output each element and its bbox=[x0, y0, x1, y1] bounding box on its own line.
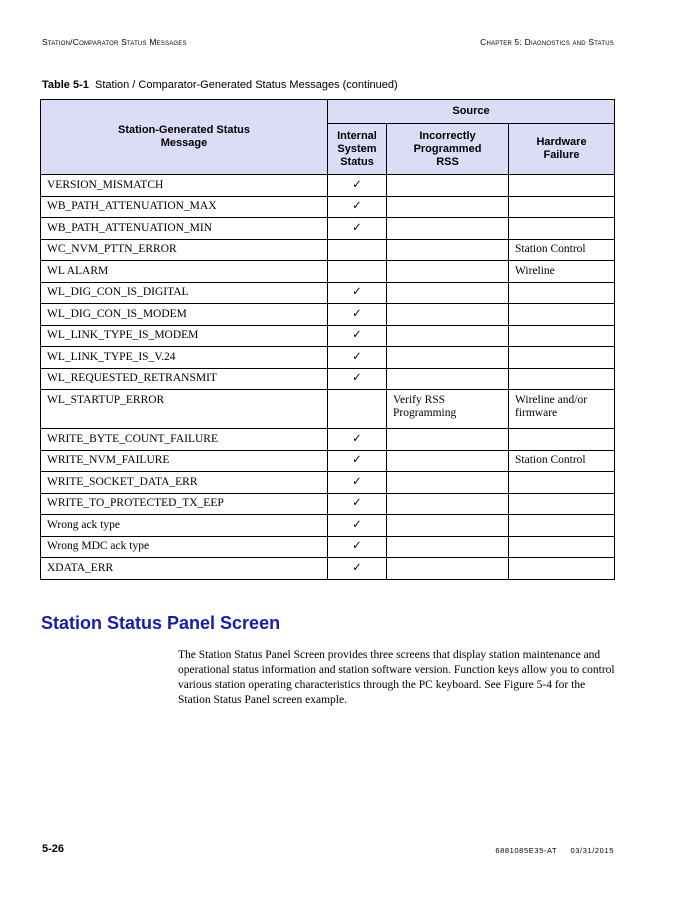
cell-message: XDATA_ERR bbox=[41, 558, 328, 580]
table-row bbox=[41, 429, 615, 451]
cell-rss bbox=[387, 472, 509, 494]
table-caption bbox=[42, 79, 398, 91]
table-row bbox=[41, 390, 615, 429]
cell-hardware bbox=[509, 472, 615, 494]
cell-hardware bbox=[509, 304, 615, 326]
cell-rss bbox=[387, 429, 509, 451]
header-internal-system-status: Internal System Status bbox=[328, 124, 387, 175]
cell-rss bbox=[387, 347, 509, 369]
cell-message: WL_REQUESTED_RETRANSMIT bbox=[41, 368, 328, 390]
cell-message: VERSION_MISMATCH bbox=[41, 175, 328, 197]
cell-internal-status bbox=[328, 390, 387, 429]
cell-hardware: Wireline bbox=[509, 261, 615, 283]
cell-rss bbox=[387, 196, 509, 218]
cell-internal-status: ✓ bbox=[328, 218, 387, 240]
cell-message: WL_DIG_CON_IS_DIGITAL bbox=[41, 282, 328, 304]
cell-rss bbox=[387, 493, 509, 515]
table-row bbox=[41, 472, 615, 494]
header-status-message: Station-Generated Status Message bbox=[41, 100, 328, 175]
table-caption-text: Station / Comparator-Generated Status Messages (continued) bbox=[95, 79, 398, 91]
table-row bbox=[41, 493, 615, 515]
table-row bbox=[41, 239, 615, 261]
table-row bbox=[41, 558, 615, 580]
cell-hardware bbox=[509, 368, 615, 390]
table-body bbox=[41, 175, 615, 580]
cell-rss bbox=[387, 368, 509, 390]
running-header-right: Chapter 5: Diagnostics and Status bbox=[480, 37, 614, 47]
cell-internal-status: ✓ bbox=[328, 536, 387, 558]
cell-internal-status: ✓ bbox=[328, 558, 387, 580]
running-header-left: Station/Comparator Status Messages bbox=[42, 37, 187, 47]
cell-hardware bbox=[509, 196, 615, 218]
table-row bbox=[41, 261, 615, 283]
cell-rss bbox=[387, 261, 509, 283]
cell-internal-status: ✓ bbox=[328, 175, 387, 197]
table-row bbox=[41, 175, 615, 197]
cell-internal-status: ✓ bbox=[328, 282, 387, 304]
section-title: Station Status Panel Screen bbox=[41, 613, 281, 633]
table-row bbox=[41, 304, 615, 326]
cell-message: WRITE_NVM_FAILURE bbox=[41, 450, 328, 472]
cell-message: WRITE_TO_PROTECTED_TX_EEP bbox=[41, 493, 328, 515]
table-row bbox=[41, 450, 615, 472]
cell-hardware bbox=[509, 536, 615, 558]
table-row bbox=[41, 347, 615, 369]
table-caption-label: Table 5-1 bbox=[42, 79, 89, 91]
cell-internal-status: ✓ bbox=[328, 196, 387, 218]
cell-rss bbox=[387, 536, 509, 558]
cell-internal-status: ✓ bbox=[328, 450, 387, 472]
cell-message: Wrong ack type bbox=[41, 515, 328, 537]
cell-rss: Verify RSS Programming bbox=[387, 390, 509, 429]
cell-rss bbox=[387, 218, 509, 240]
cell-hardware: Wireline and/or firmware bbox=[509, 390, 615, 429]
table-row bbox=[41, 515, 615, 537]
cell-rss bbox=[387, 325, 509, 347]
cell-hardware bbox=[509, 515, 615, 537]
cell-internal-status bbox=[328, 261, 387, 283]
section-body: The Station Status Panel Screen provides three screens that display station maintenance and operational status information and station software version. Function keys allow you to control various station operating characteristics through the PC keyboard. See Figure 5-4 for the Station Status Panel screen example. bbox=[178, 649, 615, 706]
page-number: 5-26 bbox=[42, 843, 65, 855]
cell-hardware bbox=[509, 493, 615, 515]
table-row bbox=[41, 325, 615, 347]
header-hardware-failure: Hardware Failure bbox=[509, 124, 615, 175]
cell-hardware bbox=[509, 347, 615, 369]
table-row bbox=[41, 218, 615, 240]
table-row bbox=[41, 368, 615, 390]
cell-internal-status: ✓ bbox=[328, 368, 387, 390]
cell-message: WRITE_SOCKET_DATA_ERR bbox=[41, 472, 328, 494]
cell-hardware bbox=[509, 429, 615, 451]
cell-message: Wrong MDC ack type bbox=[41, 536, 328, 558]
table-row bbox=[41, 536, 615, 558]
cell-message: WL_LINK_TYPE_IS_MODEM bbox=[41, 325, 328, 347]
cell-hardware bbox=[509, 325, 615, 347]
cell-rss bbox=[387, 450, 509, 472]
cell-message: WL ALARM bbox=[41, 261, 328, 283]
cell-rss bbox=[387, 515, 509, 537]
cell-internal-status: ✓ bbox=[328, 493, 387, 515]
cell-rss bbox=[387, 175, 509, 197]
cell-internal-status: ✓ bbox=[328, 429, 387, 451]
cell-rss bbox=[387, 282, 509, 304]
document-number: 6881085E35-AT 03/31/2015 bbox=[495, 846, 614, 855]
table-row bbox=[41, 196, 615, 218]
cell-message: WC_NVM_PTTN_ERROR bbox=[41, 239, 328, 261]
cell-internal-status: ✓ bbox=[328, 325, 387, 347]
cell-message: WL_DIG_CON_IS_MODEM bbox=[41, 304, 328, 326]
cell-hardware bbox=[509, 558, 615, 580]
header-source: Source bbox=[328, 100, 615, 124]
cell-hardware bbox=[509, 282, 615, 304]
cell-internal-status bbox=[328, 239, 387, 261]
cell-hardware: Station Control bbox=[509, 450, 615, 472]
cell-message: WB_PATH_ATTENUATION_MIN bbox=[41, 218, 328, 240]
table-row bbox=[41, 282, 615, 304]
cell-rss bbox=[387, 304, 509, 326]
cell-rss bbox=[387, 239, 509, 261]
cell-hardware: Station Control bbox=[509, 239, 615, 261]
cell-internal-status: ✓ bbox=[328, 515, 387, 537]
cell-internal-status: ✓ bbox=[328, 472, 387, 494]
cell-internal-status: ✓ bbox=[328, 347, 387, 369]
cell-hardware bbox=[509, 175, 615, 197]
cell-message: WB_PATH_ATTENUATION_MAX bbox=[41, 196, 328, 218]
cell-hardware bbox=[509, 218, 615, 240]
cell-internal-status: ✓ bbox=[328, 304, 387, 326]
header-incorrectly-programmed-rss: Incorrectly Programmed RSS bbox=[387, 124, 509, 175]
cell-rss bbox=[387, 558, 509, 580]
cell-message: WL_STARTUP_ERROR bbox=[41, 390, 328, 429]
cell-message: WRITE_BYTE_COUNT_FAILURE bbox=[41, 429, 328, 451]
cell-message: WL_LINK_TYPE_IS_V.24 bbox=[41, 347, 328, 369]
status-messages-table bbox=[40, 99, 615, 580]
